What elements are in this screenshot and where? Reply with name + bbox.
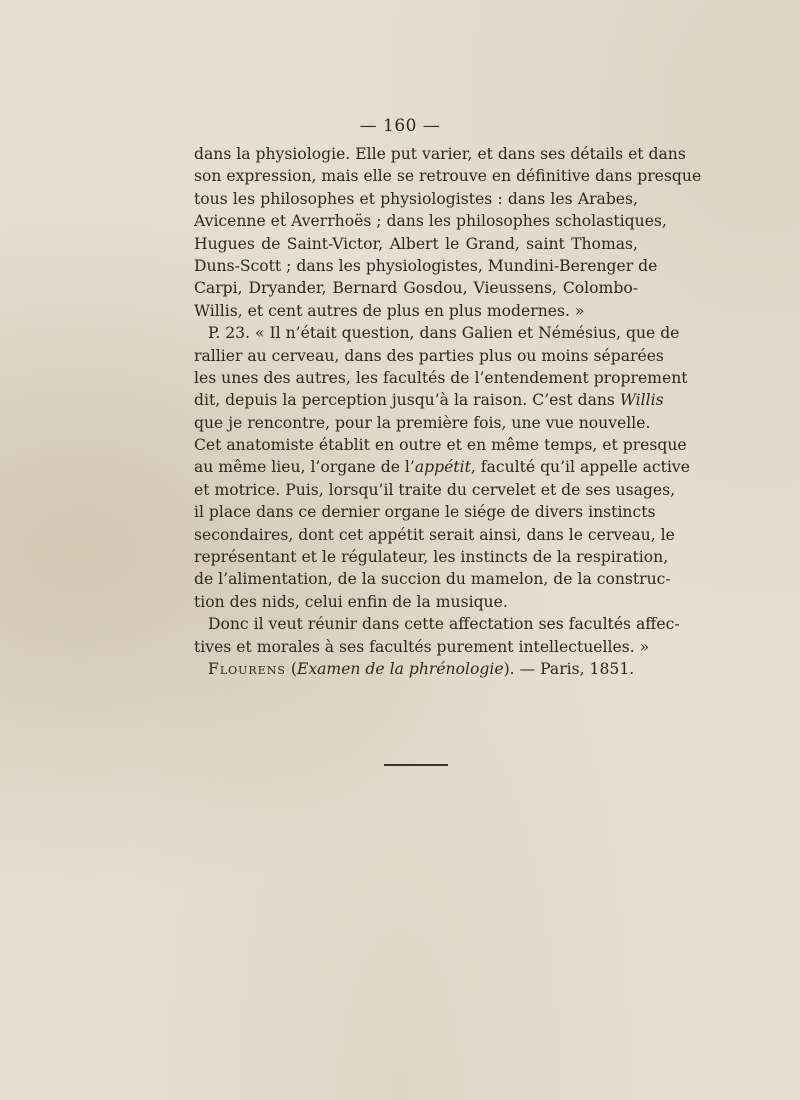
text-line: son expression, mais elle se retrouve en définitive dans presque bbox=[194, 167, 702, 186]
text-fragment: au même lieu, l’organe de l’ bbox=[194, 458, 415, 477]
section-divider bbox=[384, 764, 448, 766]
text-line: tives et morales à ses facultés purement intellectuelles. » bbox=[194, 637, 650, 656]
text-line: tion des nids, celui enfin de la musique. bbox=[194, 592, 508, 611]
text-line: représentant et le régulateur, les instincts de la respiration, bbox=[194, 548, 669, 567]
text-line: les unes des autres, les facultés de l’entendement proprement bbox=[194, 368, 688, 387]
text-fragment: dit, depuis la perception jusqu’à la raison. C’est dans bbox=[194, 391, 620, 410]
text-line: Duns-Scott ; dans les physiologistes, Mundini-Berenger de bbox=[194, 256, 658, 275]
text-line bbox=[194, 456, 690, 478]
italic-term: appétit bbox=[414, 458, 471, 477]
text-line: dans la physiologie. Elle put varier, et dans ses détails et dans bbox=[194, 145, 686, 163]
text-line: Carpi, Dryander, Bernard Gosdou, Vieussens, Colombo- bbox=[194, 279, 638, 298]
text-line bbox=[194, 389, 664, 411]
citation-line bbox=[194, 658, 638, 680]
text-line: rallier au cerveau, dans des parties plus ou moins séparées bbox=[194, 346, 664, 365]
text-line: Hugues de Saint-Victor, Albert le Grand, saint Thomas, bbox=[194, 234, 638, 253]
text-line: tous les philosophes et physiologistes : dans les Arabes, bbox=[194, 189, 638, 208]
text-line: Willis, et cent autres de plus en plus modernes. » bbox=[194, 301, 585, 320]
text-fragment: , faculté qu’il appelle active bbox=[470, 458, 690, 477]
text-line: Avicenne et Averrhoës ; dans les philosophes scholastiques, bbox=[194, 212, 667, 231]
text-line: que je rencontre, pour la première fois, une vue nouvelle. bbox=[194, 413, 651, 432]
page-number: — 160 — bbox=[359, 116, 441, 136]
citation-author: Flourens bbox=[208, 659, 286, 678]
paragraph-start-line: P. 23. « Il n’était question, dans Galien et Némésius, que de bbox=[208, 324, 680, 343]
text-fragment: ( bbox=[285, 659, 297, 678]
text-line: secondaires, dont cet appétit serait ainsi, dans le cerveau, le bbox=[194, 525, 675, 544]
paragraph-start-line: Donc il veut réunir dans cette affectation ses facultés affec- bbox=[208, 615, 680, 634]
text-line: et motrice. Puis, lorsqu’il traite du cervelet et de ses usages, bbox=[194, 480, 676, 499]
text-line: Cet anatomiste établit en outre et en même temps, et presque bbox=[194, 436, 687, 455]
text-line: de l’alimentation, de la succion du mamelon, de la construc- bbox=[194, 570, 671, 589]
body-text bbox=[194, 143, 702, 680]
citation-title: Examen de la phrénologie bbox=[296, 659, 504, 678]
italic-name: Willis bbox=[619, 391, 664, 410]
text-line: il place dans ce dernier organe le siége de divers instincts bbox=[194, 503, 656, 522]
text-fragment: ). — Paris, 1851. bbox=[503, 659, 635, 678]
